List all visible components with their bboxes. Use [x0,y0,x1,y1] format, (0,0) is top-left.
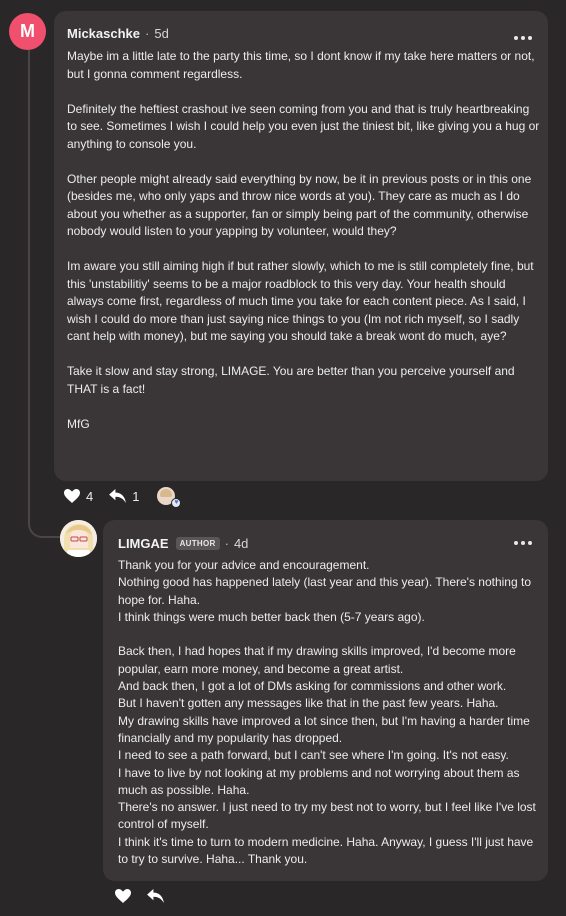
reply-line: My drawing skills have improved a lot since then, but I'm having a harder time financially and my popularity has dropped. [118,713,530,745]
separator-dot: · [145,26,150,41]
liked-by-avatar [157,487,179,506]
like-button[interactable] [64,489,93,504]
like-count: 4 [86,488,94,504]
reply-line: I think it's time to turn to modern medicine. Haha. Anyway, I guess I'll just have to try to survive. Haha... Thank you. [118,834,534,867]
comment-actions [64,487,179,506]
reply-line: I need to see a path forward, but I can't see where I'm going. It's not easy. [118,748,509,763]
reply-line: I think things were much better back then (5-7 years ago). [118,609,425,624]
reply-author[interactable]: LIMGAE [118,536,169,551]
reply-card [103,520,548,881]
reply-button[interactable] [109,489,139,504]
paragraph-gap [118,626,543,643]
reply-line: But I haven't gotten any messages like that in the past few years. Haha. [118,696,499,711]
reply-line: Thank you for your advice and encouragement. [118,558,370,572]
reply-header [118,536,248,551]
reply-icon [147,889,164,903]
more-options-icon[interactable] [514,540,532,546]
comment-time: 5d [154,26,169,41]
reply-line: Nothing good has happened lately (last year and this year). There's nothing to hope for. Haha. [118,575,531,607]
comment-paragraph: Maybe im a little late to the party this time, so I dont know if my take here matters or not, but I gonna comment regardless. [67,49,535,81]
reply-body [118,557,543,868]
comment-paragraph: Definitely the heftiest crashout ive seen coming from you and that is truly heartbreaking to see. Sometimes I wish I could help you even just the tiniest bit, like giving you a hug or anything to console you. [67,101,540,151]
heart-icon [115,889,131,903]
comment-paragraph: MfG [67,416,90,431]
comment-header [67,26,169,41]
reply-button[interactable] [147,889,164,903]
reply-actions [115,889,180,903]
comment-paragraph: Im aware you still aiming high if but rather slowly, which to me is still completely fine, but this 'unstabilitiy' seems to be a major roadblock to this very day. Your health should always come first, regardless of much time you take for each content piece. As I said, I wish I could do more than just saying nice things to you (Im not rich myself, so I sadly cant help with money), but me saying you should take a break wont do much, aye? [67,259,534,343]
like-button[interactable] [115,889,131,903]
reply-icon [109,489,126,503]
comment-paragraph: Other people might already said everything by now, be it in previous posts or in this one (besides me, who only yaps and throw nice words at you). They care as much as I do about you whether as a supporter, fan or simply being part of the community, otherwise nobody would listen to your yapping by volunteer, would they? [67,171,532,238]
more-options-icon[interactable] [514,35,532,41]
reply-line: And back then, I got a lot of DMs asking for commissions and other work. [118,679,507,694]
author-badge: AUTHOR [176,537,220,550]
comment-card [54,11,548,481]
reply-line: Back then, I had hopes that if my drawing skills improved, I'd become more popular, earn more money, and become a great artist. [118,644,516,676]
reply-count: 1 [132,488,140,504]
avatar[interactable]: M [9,13,46,50]
reply-line: I have to live by not looking at my problems and not worrying about them as much as possible. Haha. [118,765,520,797]
reply-time: 4d [233,536,249,551]
heart-badge-icon: ♥ [171,498,181,508]
separator-dot: · [224,536,229,551]
comment-author[interactable]: Mickaschke [67,26,140,41]
reply-line: There's no answer. I just need to try my best not to worry, but I feel like I've lost control of myself. [118,800,536,832]
heart-icon [64,489,80,503]
comment-body [67,48,541,451]
comment-paragraph: Take it slow and stay strong, LIMAGE. You are better than you perceive yourself and THAT is a fact! [67,364,515,396]
avatar[interactable] [60,520,97,557]
